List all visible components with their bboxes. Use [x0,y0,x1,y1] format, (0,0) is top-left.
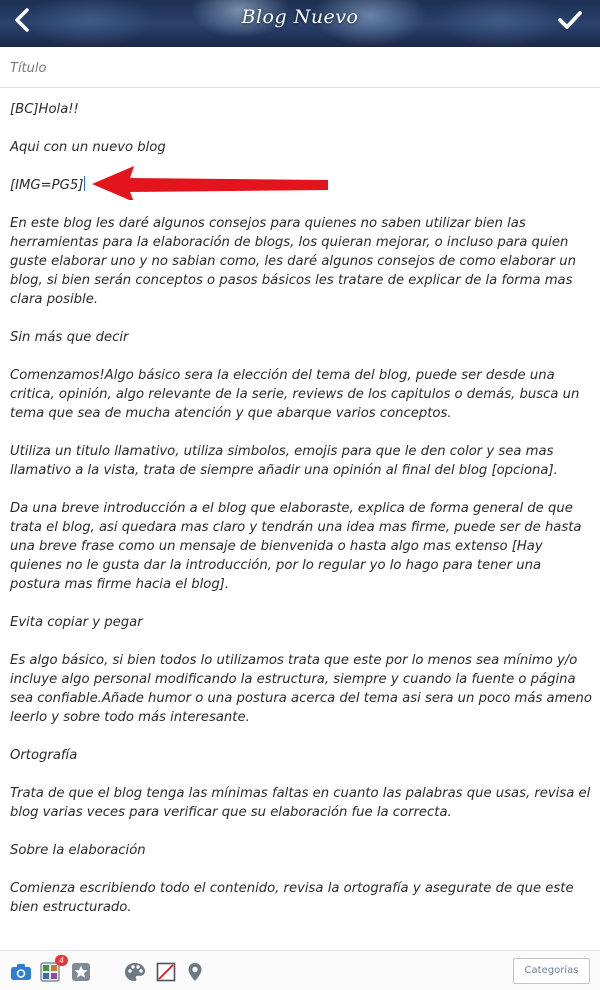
blog-content-editor[interactable] [10,100,592,936]
text-cursor [84,176,85,191]
content-paragraph: Da una breve introducción a el blog que elaboraste, explica de forma general de que trata el blog, asi quedara mas claro y tendrán una idea mas firme, puede ser de hasta una breve frase como un mensaje de bienvenida o hasta algo mas extenso [Hay quienes no le gusta dar la introducción, por lo regular yo lo hago para tener una postura mas firme hacia el blog]. [10,501,582,592]
editor-toolbar [0,950,600,990]
background-button[interactable] [155,961,177,983]
categories-button[interactable]: Categorías [513,958,590,984]
camera-button[interactable] [10,961,32,983]
title-row [0,47,600,88]
content-paragraph: Es algo básico, si bien todos lo utilizamos trata que este por lo menos sea mínimo y/o incluye algo personal modificando la estructura, siempre y cuando la fuente o página sea confiable.Añade humor o una postura acerca del tema asi sera un poco más ameno leerlo y sobre todo más interesante. [10,653,592,725]
checkmark-icon [557,9,583,31]
content-paragraph: Evita copiar y pegar [10,615,143,630]
gallery-button[interactable] [39,956,65,983]
star-icon [71,962,91,982]
no-background-icon [156,962,176,982]
theme-button[interactable] [124,961,146,983]
content-line: [BC]Hola!! [10,102,79,117]
favorite-button[interactable] [70,961,92,983]
header-bar [0,0,600,47]
content-paragraph: Comienza escribiendo todo el contenido, revisa la ortografía y asegurate de que este bien estructurado. [10,881,574,915]
content-paragraph: En este blog les daré algunos consejos para quienes no saben utilizar bien las herramientas para la elaboración de blogs, los quieran mejorar, o incluso para quien guste elaborar uno y no sabian como, les daré algunos consejos de como elaborar un blog, si bien serán conceptos o pasos básicos les tratare de explicar de la forma mas clara posible. [10,216,576,307]
img-tag: [IMG=PG5] [10,178,84,193]
location-pin-icon [187,962,203,982]
page-title: Blog Nuevo [241,6,359,28]
camera-icon [10,963,32,981]
content-paragraph: Comenzamos!Algo básico sera la elección del tema del blog, puede ser desde una critica, opinión, algo relevante de la serie, reviews de los capitulos o demás, busca un tema que sea de mucha atención y que abarque varios conceptos. [10,368,580,421]
content-paragraph: Sin más que decir [10,330,129,345]
title-input[interactable] [10,58,570,78]
location-button[interactable] [184,961,206,983]
gallery-badge: 4 [55,955,68,966]
annotation-arrow-icon [92,164,332,200]
content-paragraph: Trata de que el blog tenga las mínimas faltas en cuanto las palabras que usas, revisa el blog varias veces para verificar que su elaboración fue la correcta. [10,786,591,820]
content-line: Aqui con un nuevo blog [10,140,166,155]
publish-button[interactable] [548,0,592,40]
palette-icon [124,962,146,982]
content-paragraph: Utiliza un titulo llamativo, utiliza simbolos, emojis para que le den color y sea mas llamativo a la vista, trata de siempre añadir una opinión al final del blog [opciona]. [10,444,558,478]
content-paragraph: Sobre la elaboración [10,843,146,858]
content-paragraph: Ortografía [10,748,78,763]
